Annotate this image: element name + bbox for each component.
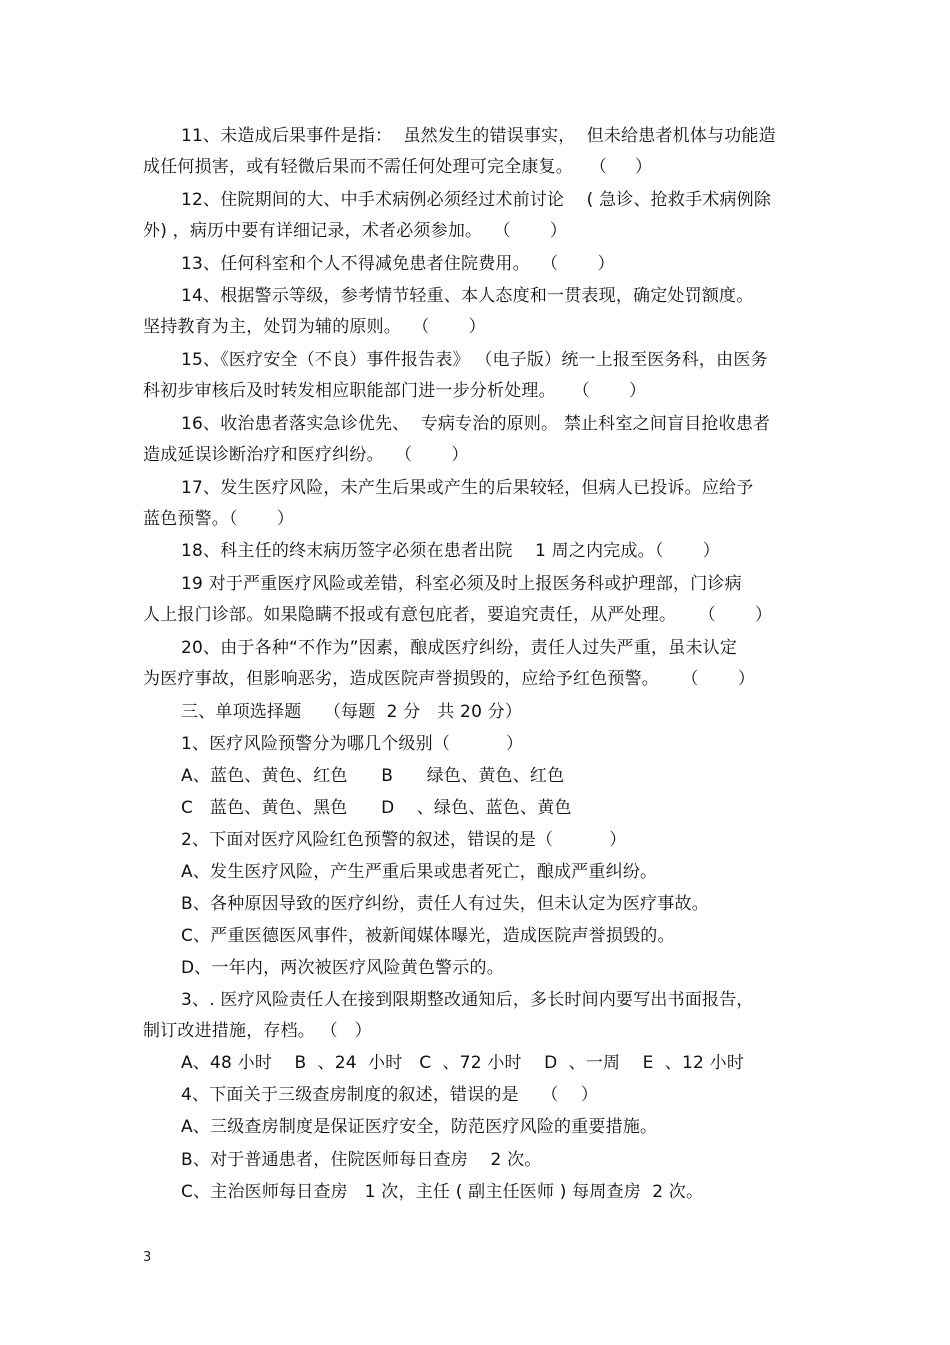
mc4-option-b: B、对于普通患者，住院医师每日查房 2 次。: [181, 1150, 542, 1170]
mc1-options-cd: C 蓝色、黄色、黑色 D 、绿色、蓝色、黄色: [181, 798, 572, 818]
q17-line-2: 蓝色预警。（ ）: [143, 509, 295, 529]
q11-line-2: 成任何损害，或有轻微后果而不需任何处理可完全康复。 （ ）: [143, 157, 653, 177]
q11-line-1: 11、未造成后果事件是指： 虽然发生的错误事实， 但未给患者机体与功能造: [181, 126, 776, 146]
q15-line-1: 15、《医疗安全（不良）事件报告表》 （电子版）统一上报至医务科，由医务: [181, 350, 768, 370]
mc1-options-ab: A、蓝色、黄色、红色 B 绿色、黄色、红色: [181, 766, 565, 786]
q14-line-1: 14、根据警示等级，参考情节轻重、本人态度和一贯表现，确定处罚额度。: [181, 286, 754, 306]
q18-line-1: 18、科主任的终末病历签字必须在患者出院 1 周之内完成。（ ）: [181, 541, 720, 561]
mc3-question-line-2: 制订改进措施，存档。 （ ）: [143, 1021, 372, 1041]
mc2-option-c: C、严重医德医风事件，被新闻媒体曝光，造成医院声誉损毁的。: [181, 926, 675, 946]
q20-line-2: 为医疗事故，但影响恶劣，造成医院声誉损毁的，应给予红色预警。 （ ）: [143, 669, 756, 689]
mc4-option-c: C、主治医师每日查房 1 次，主任 ( 副主任医师 ) 每周查房 2 次。: [181, 1182, 704, 1202]
mc2-question: 2、下面对医疗风险红色预警的叙述，错误的是（ ）: [181, 830, 627, 850]
q12-line-1: 12、住院期间的大、中手术病例必须经过术前讨论 ( 急诊、抢救手术病例除: [181, 190, 772, 210]
mc4-option-a: A、三级查房制度是保证医疗安全，防范医疗风险的重要措施。: [181, 1117, 658, 1137]
q14-line-2: 坚持教育为主，处罚为辅的原则。 （ ）: [143, 317, 486, 337]
mc2-option-d: D、一年内，两次被医疗风险黄色警示的。: [181, 958, 504, 978]
page-number: 3: [143, 1250, 152, 1265]
mc3-question-line-1: 3、. 医疗风险责任人在接到限期整改通知后，多长时间内要写出书面报告，: [181, 990, 754, 1010]
q16-line-2: 造成延误诊断治疗和医疗纠纷。 （ ）: [143, 445, 469, 465]
mc3-options: A、48 小时 B 、24 小时 C 、72 小时 D 、一周 E 、12 小时: [181, 1053, 745, 1073]
mc2-option-b: B、各种原因导致的医疗纠纷，责任人有过失，但未认定为医疗事故。: [181, 894, 709, 914]
q15-line-2: 科初步审核后及时转发相应职能部门进一步分析处理。 （ ）: [143, 381, 647, 401]
q19-line-1: 19 对于严重医疗风险或差错，科室必须及时上报医务科或护理部，门诊病: [181, 574, 742, 594]
section-heading: 三、单项选择题 （每题 2 分 共 20 分）: [181, 702, 523, 722]
q13-line-1: 13、任何科室和个人不得减免患者住院费用。 （ ）: [181, 254, 615, 274]
mc1-question: 1、医疗风险预警分为哪几个级别（ ）: [181, 734, 524, 754]
q19-line-2: 人上报门诊部。如果隐瞒不报或有意包庇者，要追究责任，从严处理。 （ ）: [143, 605, 773, 625]
q17-line-1: 17、发生医疗风险，未产生后果或产生的后果较轻，但病人已投诉。应给予: [181, 478, 754, 498]
mc4-question: 4、下面关于三级查房制度的叙述，错误的是 （ ）: [181, 1085, 599, 1105]
mc2-option-a: A、发生医疗风险，产生严重后果或患者死亡，酿成严重纠纷。: [181, 862, 658, 882]
q12-line-2: 外) ，病历中要有详细记录，术者必须参加。 （ ）: [143, 221, 568, 241]
q20-line-1: 20、由于各种“不作为”因素，酿成医疗纠纷，责任人过失严重，虽未认定: [181, 638, 738, 658]
q16-line-1: 16、收治患者落实急诊优先、 专病专治的原则。 禁止科室之间盲目抢收患者: [181, 414, 771, 434]
